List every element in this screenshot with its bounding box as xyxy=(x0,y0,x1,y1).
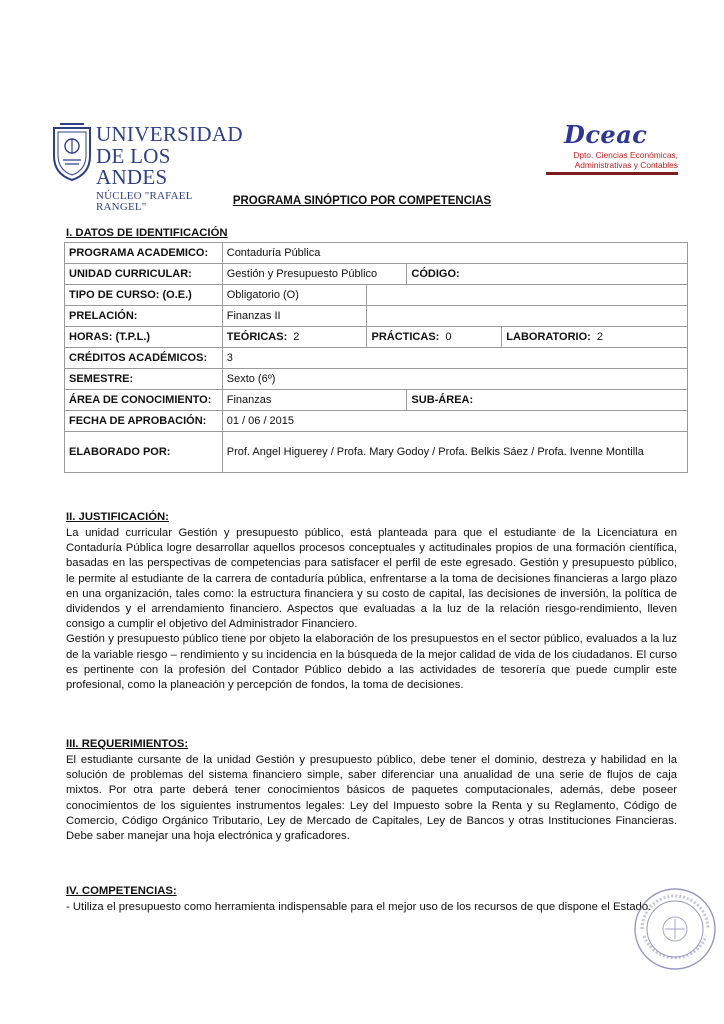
justificacion-text xyxy=(66,526,677,693)
creditos-value: 3 xyxy=(222,348,687,369)
fecha-value: 01 / 06 / 2015 xyxy=(222,411,687,432)
competencias-text xyxy=(66,900,677,915)
subarea-label: SUB-ÁREA: xyxy=(411,394,474,406)
tipo-empty-cell xyxy=(367,285,688,306)
table-row xyxy=(65,306,688,327)
table-row xyxy=(65,327,688,348)
horas-label: HORAS: (T.P.L.) xyxy=(65,327,223,348)
subarea-cell xyxy=(407,390,688,411)
identification-table xyxy=(64,242,688,473)
competencias-paragraph-1: - Utiliza el presupuesto como herramienta indispensable para el mejor uso de los recursos de que dispone el Estado. xyxy=(66,901,652,913)
table-row xyxy=(65,411,688,432)
table-row xyxy=(65,390,688,411)
semestre-label: SEMESTRE: xyxy=(65,369,223,390)
laboratorio-label: LABORATORIO: xyxy=(506,331,591,343)
justificacion-paragraph-1: La unidad curricular Gestión y presupuesto público, está planteada para que el estudiante de la Licenciatura en Contaduría Pública logre desarrollar aquellos procesos conceptuales y actitudinales propios de una formación científica, basadas en las perspectivas de competencias para satisfacer el perfil de este egresado. Gestión y presupuesto público, le permite al estudiante de la carrera de contaduría pública, enfrentarse a la toma de decisiones financieras a largo plazo en una organización, tales como: la estructura financiera y su costo de capital, las decisiones de inversión, la política de dividendos y el arrendamiento financiero. Aspectos que evaluadas a la luz de la relación riesgo-rendimiento, lleven consigo a cumplir el objetivo del Administrador Financiero. xyxy=(66,527,677,631)
department-logo-mark: Dceac xyxy=(564,120,648,149)
area-value: Finanzas xyxy=(222,390,407,411)
official-stamp-icon xyxy=(632,886,718,972)
semestre-value: Sexto (6º) xyxy=(222,369,687,390)
section-heading-identification: I. DATOS DE IDENTIFICACIÓN xyxy=(66,227,228,239)
practicas-value: 0 xyxy=(445,331,452,343)
codigo-cell xyxy=(407,264,688,285)
department-logo xyxy=(546,120,678,178)
section-heading-justificacion: II. JUSTIFICACIÓN: xyxy=(66,511,169,523)
university-logo xyxy=(50,122,243,213)
codigo-label: CÓDIGO: xyxy=(411,268,460,280)
tipo-label: TIPO DE CURSO: (O.E.) xyxy=(65,285,223,306)
creditos-label: CRÉDITOS ACADÉMICOS: xyxy=(65,348,223,369)
practicas-cell xyxy=(367,327,502,348)
table-row xyxy=(65,369,688,390)
department-name-line2: Administrativas y Contables xyxy=(574,160,678,170)
area-label: ÁREA DE CONOCIMIENTO: xyxy=(65,390,223,411)
practicas-label: PRÁCTICAS: xyxy=(371,331,440,343)
tipo-value: Obligatorio (O) xyxy=(222,285,367,306)
section-heading-requerimientos: III. REQUERIMIENTOS: xyxy=(66,738,189,750)
table-row xyxy=(65,348,688,369)
fecha-label: FECHA DE APROBACIÓN: xyxy=(65,411,223,432)
document-title: PROGRAMA SINÓPTICO POR COMPETENCIAS xyxy=(232,195,492,207)
elaborado-label: ELABORADO POR: xyxy=(65,432,223,473)
teoricas-cell xyxy=(222,327,367,348)
laboratorio-value: 2 xyxy=(596,331,603,343)
unidad-value: Gestión y Presupuesto Público xyxy=(222,264,407,285)
laboratorio-cell xyxy=(502,327,688,348)
unidad-label: UNIDAD CURRICULAR: xyxy=(65,264,223,285)
university-campus: NÚCLEO "RAFAEL RANGEL" xyxy=(96,190,193,213)
table-row xyxy=(65,243,688,264)
table-row xyxy=(65,432,688,473)
table-row xyxy=(65,264,688,285)
teoricas-label: TEÓRICAS: xyxy=(226,331,288,343)
programa-value: Contaduría Pública xyxy=(222,243,687,264)
university-name-line1: UNIVERSIDAD xyxy=(96,122,243,146)
justificacion-paragraph-2: Gestión y presupuesto público tiene por objeto la elaboración de los presupuestos en el sector público, evaluados a la luz de la variable riesgo – rendimiento y su incidencia en la búsqueda de la mejor calidad de vida de los ciudadanos. El curso es pertinente con la profesión del Contador Público debido a las actividades de tesorería que puede cumplir este profesional, como la planeación y percepción de fondos, la toma de decisiones. xyxy=(66,633,677,692)
requerimientos-paragraph-1: El estudiante cursante de la unidad Gestión y presupuesto público, debe tener el dominio, destreza y habilidad en la solución de problemas del sistema financiero simple, saber diferenciar una anualidad de una serie de flujos de caja mixtos. Por otra parte deberá tener conocimientos básicos de paquetes computacionales, además, debe poseer conocimientos de los siguientes instrumentos legales: Ley del Impuesto sobre la Renta y su Reglamento, Código de Comercio, Código Orgánico Tributario, Ley de Mercado de Capitales, Ley de Bancos y otras Instituciones Financieras. Debe saber manejar una hoja electrónica y graficadores. xyxy=(66,754,677,843)
programa-label: PROGRAMA ACADEMICO: xyxy=(65,243,223,264)
prelacion-value: Finanzas II xyxy=(222,306,367,327)
teoricas-value: 2 xyxy=(293,331,300,343)
university-seal-icon xyxy=(50,122,94,182)
department-logo-bar xyxy=(546,172,678,175)
elaborado-value: Prof. Angel Higuerey / Profa. Mary Godoy / Profa. Belkis Sáez / Profa. Ivenne Montilla xyxy=(222,432,687,473)
prelacion-label: PRELACIÓN: xyxy=(65,306,223,327)
university-name-line2: DE LOS ANDES xyxy=(96,144,171,189)
requerimientos-text xyxy=(66,753,677,844)
table-row xyxy=(65,285,688,306)
prelacion-empty-cell xyxy=(367,306,688,327)
section-heading-competencias: IV. COMPETENCIAS: xyxy=(66,885,177,897)
department-name-line1: Dpto. Ciencias Económicas, xyxy=(573,150,678,160)
